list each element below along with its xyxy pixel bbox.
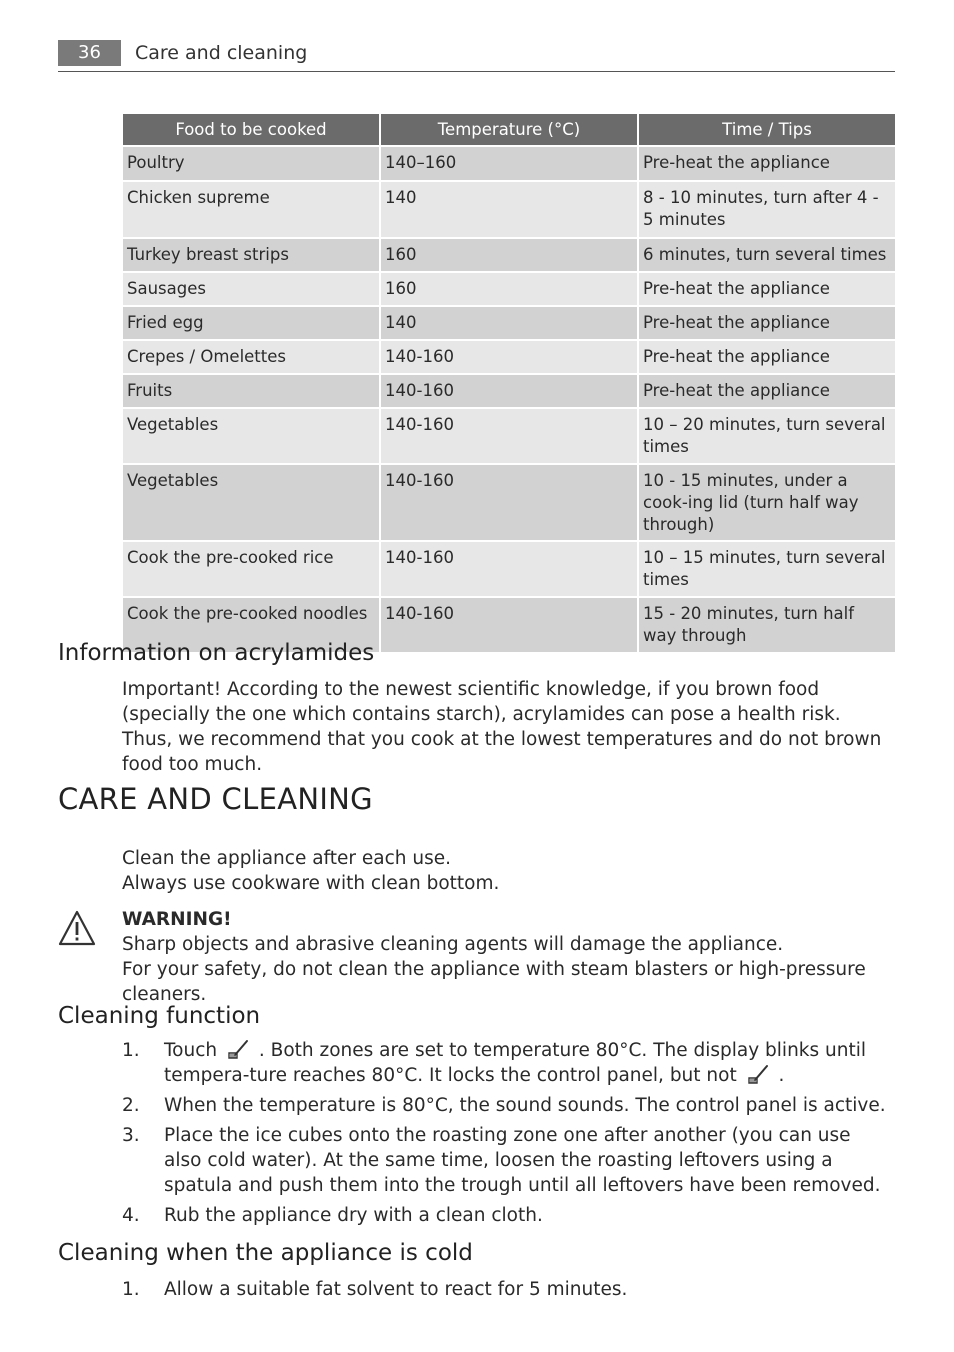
cell-temperature: 140-160 (381, 542, 637, 596)
list-item (122, 1203, 892, 1228)
cell-temperature: 160 (381, 239, 637, 271)
care-line-2: Always use cookware with clean bottom. (122, 873, 500, 894)
step-text: Allow a suitable fat solvent to react for 5 minutes. (164, 1279, 628, 1300)
warning-not-emphasis: not (302, 959, 333, 980)
table-row (123, 341, 895, 373)
cell-food: Cook the pre-cooked noodles (123, 598, 379, 652)
acrylamides-heading: Information on acrylamides (58, 640, 375, 666)
page-header (58, 40, 895, 72)
care-line-1: Clean the appliance after each use. (122, 848, 451, 869)
page-number: 36 (58, 40, 121, 66)
table-row (123, 465, 895, 540)
cleaning-function-icon (226, 1038, 250, 1060)
table-row (123, 182, 895, 237)
cell-food: Chicken supreme (123, 182, 379, 237)
cell-food: Vegetables (123, 465, 379, 540)
cell-temperature: 140–160 (381, 147, 637, 180)
step-text: Touch (164, 1040, 223, 1061)
warning-line-2-part: clean the appliance with steam blasters or high-pressure cleaners. (122, 959, 866, 1005)
cell-food: Crepes / Omelettes (123, 341, 379, 373)
cell-temperature: 140-160 (381, 375, 637, 407)
cell-food: Fried egg (123, 307, 379, 339)
table-row (123, 273, 895, 305)
list-item (122, 1277, 892, 1302)
cell-temperature: 140-160 (381, 409, 637, 463)
table-row (123, 239, 895, 271)
cell-tips: 10 - 15 minutes, under a cook-ing lid (turn half way through) (639, 465, 895, 540)
cell-tips: Pre-heat the appliance (639, 341, 895, 373)
cleaning-function-steps (122, 1038, 892, 1233)
cell-temperature: 140 (381, 182, 637, 237)
cell-food: Vegetables (123, 409, 379, 463)
cell-food: Fruits (123, 375, 379, 407)
cell-tips: Pre-heat the appliance (639, 147, 895, 180)
cell-food: Sausages (123, 273, 379, 305)
warning-line-2 (122, 957, 892, 1007)
important-label: Important! (122, 679, 222, 700)
step-number: 1. (122, 1279, 140, 1300)
table-row (123, 375, 895, 407)
cleaning-cold-heading: Cleaning when the appliance is cold (58, 1240, 473, 1266)
cell-tips: Pre-heat the appliance (639, 273, 895, 305)
cell-temperature: 140-160 (381, 341, 637, 373)
care-cleaning-heading: CARE AND CLEANING (58, 782, 373, 816)
table-row (123, 307, 895, 339)
cell-temperature: 160 (381, 273, 637, 305)
care-intro (122, 846, 892, 896)
step-text: Place the ice cubes onto the roasting zone one after another (you can use also cold water). At the same time, loosen the roasting leftovers using a spatula and push them into the trough until all leftovers have been removed. (164, 1125, 881, 1196)
step-text: Rub the appliance dry with a clean cloth. (164, 1205, 543, 1226)
list-item (122, 1123, 892, 1198)
step-text: When the temperature is 80°C, the sound sounds. The control panel is active. (164, 1095, 886, 1116)
cell-tips: 6 minutes, turn several times (639, 239, 895, 271)
cell-tips: 10 – 15 minutes, turn several times (639, 542, 895, 596)
cleaning-function-icon (746, 1063, 770, 1085)
column-header-temperature: Temperature (°C) (381, 114, 637, 145)
table-row (123, 542, 895, 596)
cell-food: Poultry (123, 147, 379, 180)
warning-line-2-part: For your safety, do (122, 959, 303, 980)
step-number: 1. (122, 1040, 140, 1061)
step-number: 3. (122, 1125, 140, 1146)
cell-tips: 15 - 20 minutes, turn half way through (639, 598, 895, 652)
warning-triangle-icon (58, 910, 96, 946)
cell-temperature: 140-160 (381, 598, 637, 652)
table-header-row (123, 114, 895, 145)
step-text: . (772, 1065, 785, 1086)
cell-food: Turkey breast strips (123, 239, 379, 271)
step-number: 2. (122, 1095, 140, 1116)
cooking-table (121, 112, 897, 654)
cell-food: Cook the pre-cooked rice (123, 542, 379, 596)
column-header-time-tips: Time / Tips (639, 114, 895, 145)
cell-tips: 8 - 10 minutes, turn after 4 - 5 minutes (639, 182, 895, 237)
warning-block (122, 907, 892, 1007)
step-text: . Both zones are set to temperature 80°C. The display blinks until tempera-ture reaches 80°C. It locks the control panel, but not (164, 1040, 867, 1086)
cleaning-cold-steps (122, 1277, 892, 1307)
list-item (122, 1093, 892, 1118)
warning-title: WARNING! (122, 909, 232, 930)
table-row (123, 147, 895, 180)
cleaning-function-heading: Cleaning function (58, 1003, 261, 1029)
section-title: Care and cleaning (135, 42, 308, 64)
warning-line-1: Sharp objects and abrasive cleaning agents will damage the appliance. (122, 934, 784, 955)
cell-temperature: 140 (381, 307, 637, 339)
column-header-food: Food to be cooked (123, 114, 379, 145)
cell-temperature: 140-160 (381, 465, 637, 540)
cell-tips: 10 – 20 minutes, turn several times (639, 409, 895, 463)
table-row (123, 409, 895, 463)
cell-tips: Pre-heat the appliance (639, 307, 895, 339)
acrylamides-paragraph (122, 677, 892, 777)
cell-tips: Pre-heat the appliance (639, 375, 895, 407)
acrylamides-text: According to the newest scientific knowledge, if you brown food (specially the one which contains starch), acrylamides can pose a health risk. Thus, we recommend that you cook at the lowest temperatures and do not brown food too much. (122, 679, 882, 775)
list-item (122, 1038, 892, 1088)
step-number: 4. (122, 1205, 140, 1226)
